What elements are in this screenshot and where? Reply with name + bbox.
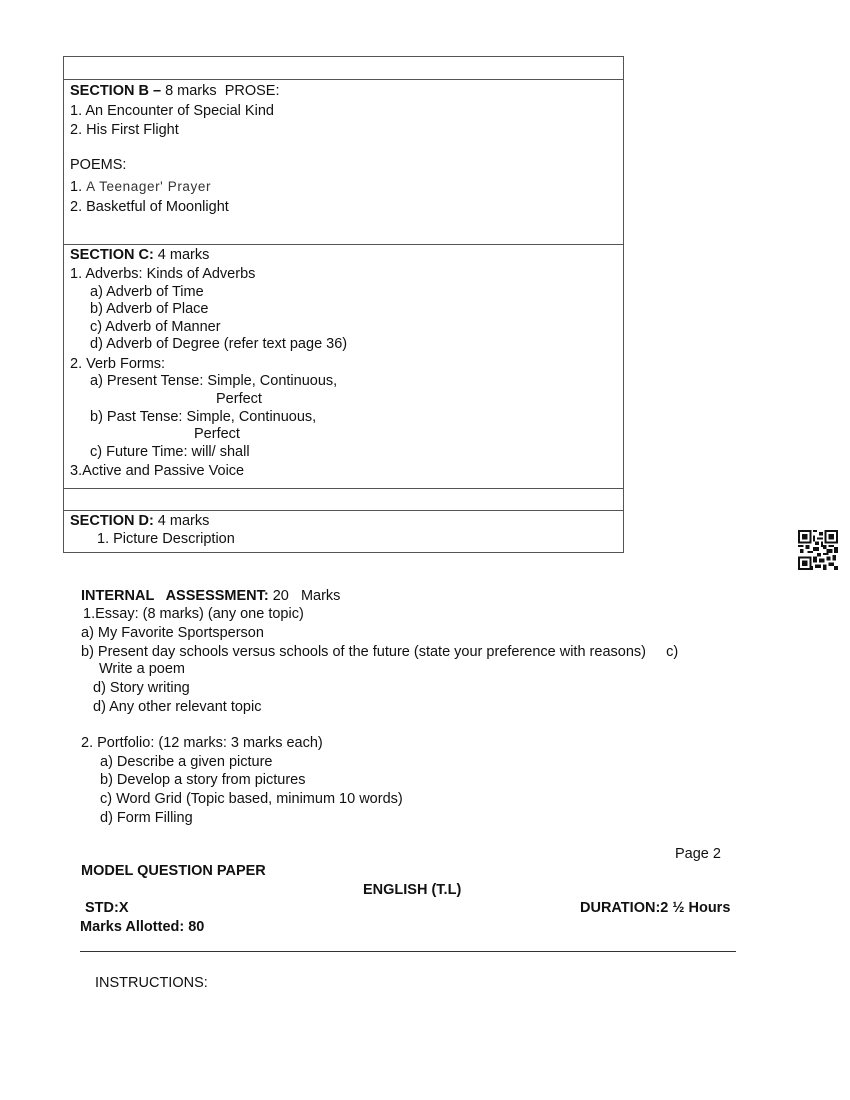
section-c-line: Perfect	[216, 391, 262, 407]
prose-item: 1. An Encounter of Special Kind	[70, 103, 274, 119]
section-d-line: 1. Picture Description	[97, 531, 235, 547]
section-c-line: d) Adverb of Degree (refer text page 36)	[90, 336, 348, 352]
section-c-line: Perfect	[194, 426, 240, 442]
subject-title: ENGLISH (T.L)	[363, 882, 462, 898]
internal-line: 2. Portfolio: (12 marks: 3 marks each)	[81, 735, 323, 751]
internal-line: b) Develop a story from pictures	[100, 772, 306, 788]
std-label: STD:X	[85, 900, 129, 916]
section-c-line: a) Adverb of Time	[90, 284, 204, 300]
section-c-line: b) Adverb of Place	[90, 301, 209, 317]
section-b-heading: SECTION B –	[70, 83, 162, 99]
internal-line: b) Present day schools versus schools of the future (state your preference with reasons) c)	[81, 644, 679, 660]
section-c-line: 1. Adverbs: Kinds of Adverbs	[70, 266, 256, 282]
prose-item: 2. His First Flight	[70, 122, 179, 138]
internal-line: d) Any other relevant topic	[93, 699, 262, 715]
section-b-row	[64, 79, 623, 244]
internal-heading: INTERNAL ASSESSMENT:	[81, 588, 269, 604]
section-c-row	[64, 244, 623, 488]
poem-number: 1.	[70, 179, 87, 195]
prose-label: PROSE:	[224, 83, 280, 99]
internal-line: a) Describe a given picture	[100, 754, 273, 770]
internal-assessment-title	[81, 587, 340, 605]
section-b-marks: 8 marks	[161, 83, 217, 99]
internal-line: a) My Favorite Sportsperson	[81, 625, 264, 641]
page-number: Page 2	[675, 846, 721, 862]
section-c-line: a) Present Tense: Simple, Continuous,	[90, 373, 338, 389]
paper-title: MODEL QUESTION PAPER	[81, 863, 266, 879]
duration-label: DURATION:2 ½ Hours	[580, 900, 731, 916]
empty-row	[64, 57, 623, 79]
poem-title: A Teenager' Prayer	[86, 179, 212, 194]
syllabus-table	[63, 56, 624, 553]
section-d-title	[70, 512, 209, 530]
section-c-marks: 4 marks	[153, 247, 210, 263]
section-c-line: 2. Verb Forms:	[70, 356, 166, 372]
internal-line: d) Story writing	[93, 680, 190, 696]
poem-item	[70, 178, 211, 196]
internal-marks: 20 Marks	[268, 588, 341, 604]
internal-line: Write a poem	[99, 661, 185, 677]
section-c-heading: SECTION C:	[70, 247, 154, 263]
poems-label: POEMS:	[70, 157, 127, 173]
section-c-title	[70, 246, 209, 264]
qr-code-icon	[798, 530, 838, 570]
section-c-line: b) Past Tense: Simple, Continuous,	[90, 409, 317, 425]
empty-row	[64, 488, 623, 510]
internal-line: d) Form Filling	[100, 810, 193, 826]
section-c-line: c) Adverb of Manner	[90, 319, 221, 335]
divider-line	[80, 951, 736, 952]
section-c-line: 3.Active and Passive Voice	[70, 463, 245, 479]
instructions-label: INSTRUCTIONS:	[95, 975, 208, 991]
section-d-row	[64, 510, 623, 552]
internal-line: 1.Essay: (8 marks) (any one topic)	[83, 606, 304, 622]
section-b-title	[70, 82, 280, 100]
marks-allotted: Marks Allotted: 80	[80, 919, 205, 935]
section-c-line: c) Future Time: will/ shall	[90, 444, 250, 460]
internal-line: c) Word Grid (Topic based, minimum 10 words)	[100, 791, 403, 807]
poem-item: 2. Basketful of Moonlight	[70, 199, 229, 215]
section-d-heading: SECTION D:	[70, 513, 154, 529]
section-d-marks: 4 marks	[153, 513, 210, 529]
